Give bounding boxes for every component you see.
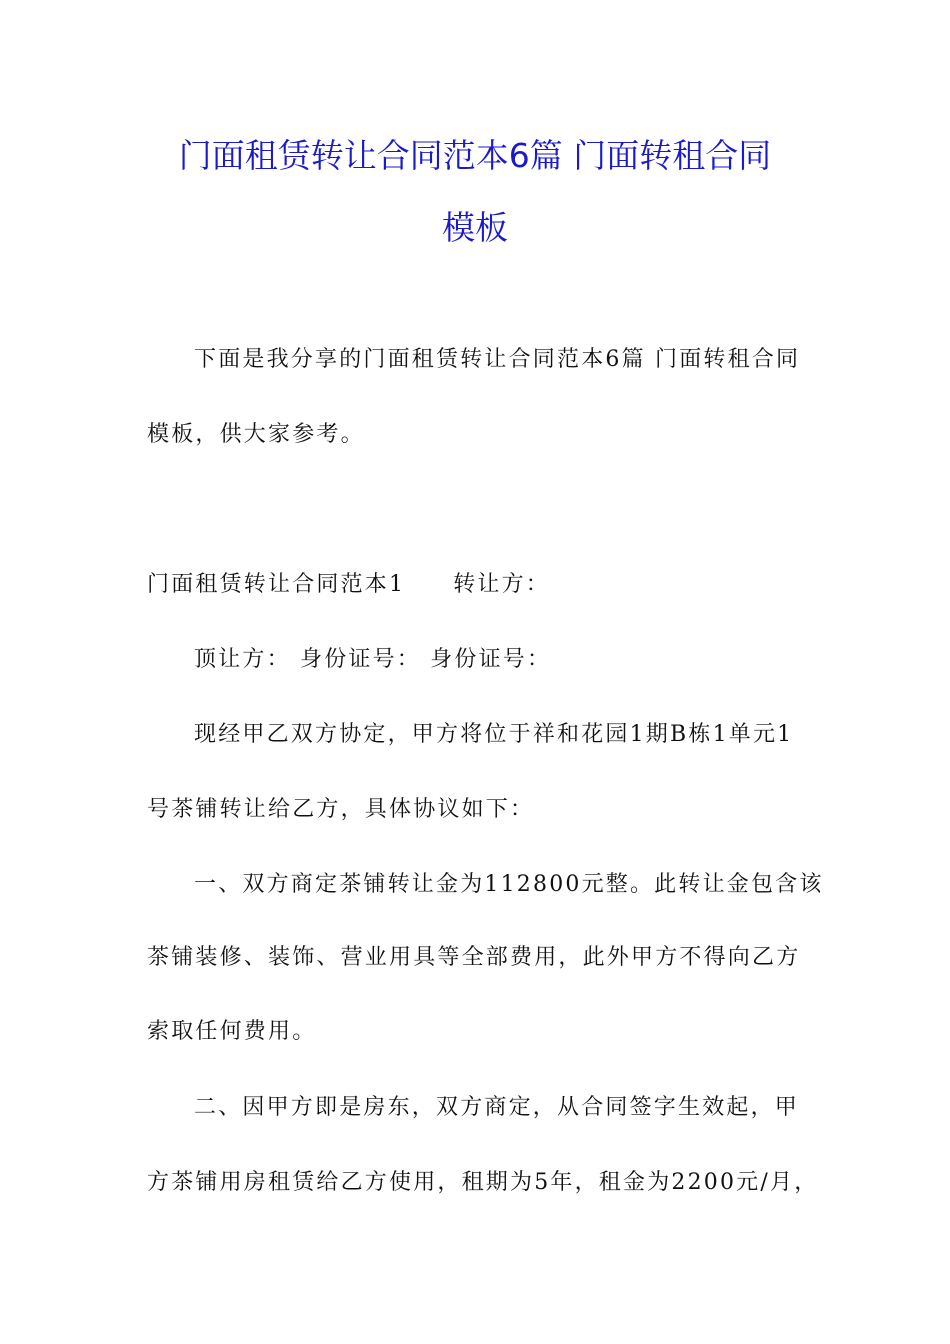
section-heading: 门面租赁转让合同范本1 — [147, 572, 406, 597]
parties-line: 顶让方： 身份证号： 身份证号： — [194, 647, 552, 672]
clause-2-line-2: 方茶铺用房租赁给乙方使用，租期为5年，租金为2200元/月， — [147, 1170, 819, 1195]
section-heading-row — [147, 570, 550, 600]
transferor-label: 转让方： — [453, 572, 551, 597]
clause-1-line-1: 一、双方商定茶铺转让金为112800元整。此转让金包含该 — [194, 872, 824, 897]
intro-paragraph-line-2: 模板，供大家参考。 — [147, 422, 365, 447]
agreement-paragraph-line-2: 号茶铺转让给乙方，具体协议如下： — [147, 797, 535, 822]
clause-2-line-1: 二、因甲方即是房东，双方商定，从合同签字生效起，甲 — [194, 1095, 800, 1120]
document-title-line-1: 门面租赁转让合同范本6篇 门面转租合同 — [178, 136, 772, 175]
agreement-paragraph-line-1: 现经甲乙双方协定，甲方将位于祥和花园1期B栋1单元1 — [194, 722, 794, 747]
document-title-line-2: 模板 — [442, 208, 508, 247]
intro-paragraph-line-1: 下面是我分享的门面租赁转让合同范本6篇 门面转租合同 — [194, 347, 801, 372]
clause-1-line-3: 索取任何费用。 — [147, 1019, 317, 1044]
clause-1-line-2: 茶铺装修、装饰、营业用具等全部费用，此外甲方不得向乙方 — [147, 945, 801, 970]
